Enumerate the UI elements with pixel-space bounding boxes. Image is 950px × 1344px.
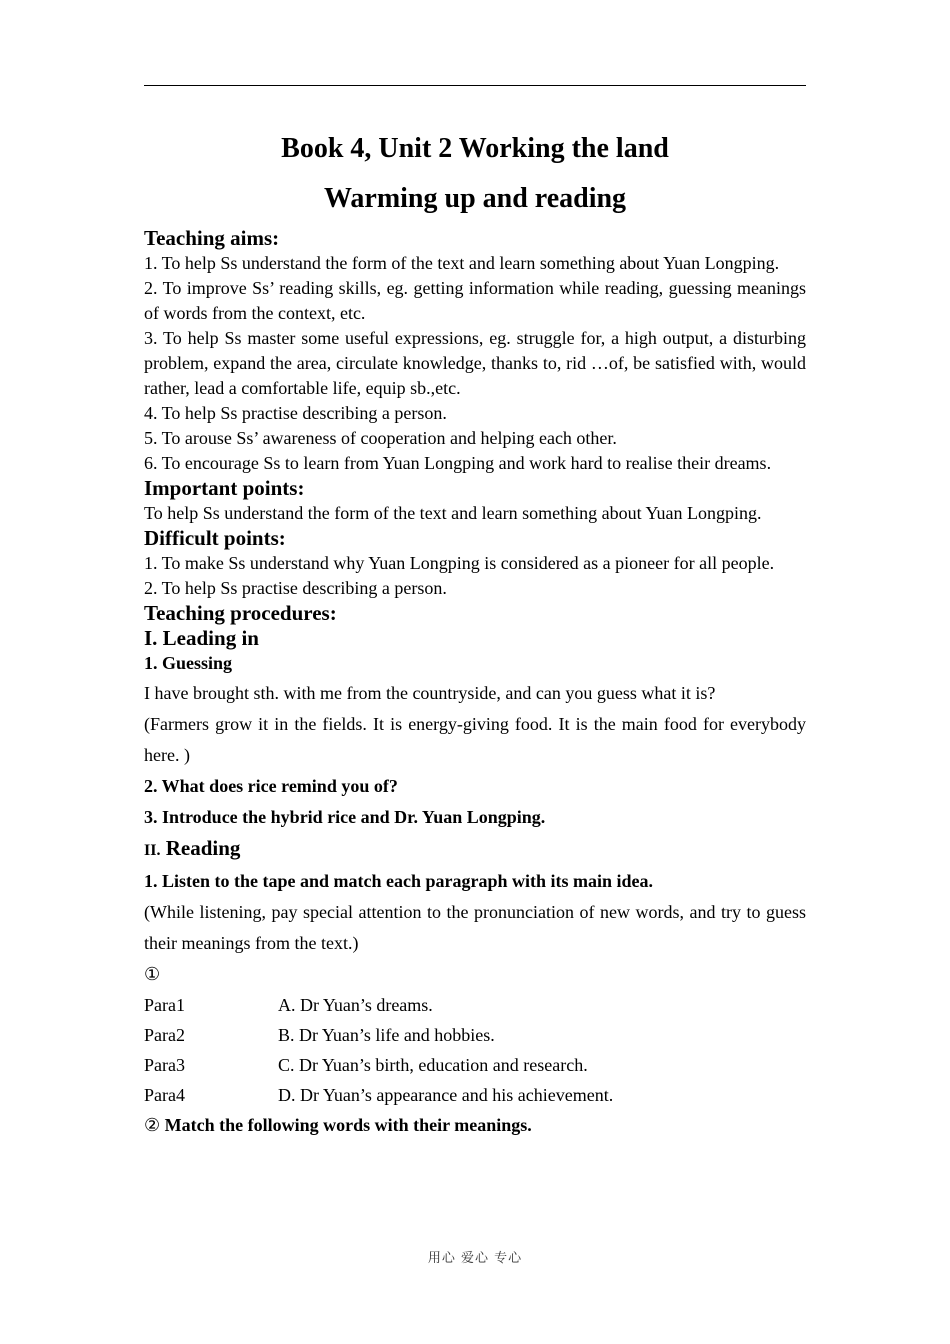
leading-in-item-2: 2. What does rice remind you of?	[144, 776, 398, 796]
match-row	[144, 990, 806, 1020]
important-points-heading: Important points:	[144, 476, 305, 500]
aim-item: 5. To arouse Ss’ awareness of cooperation and helping each other.	[144, 428, 617, 448]
reading-item-1: 1. Listen to the tape and match each paragraph with its main idea.	[144, 871, 654, 891]
difficult-item: 2. To help Ss practise describing a person.	[144, 578, 447, 598]
page-footer: 用心 爱心 专心	[427, 1251, 523, 1266]
leading-in-item-3: 3. Introduce the hybrid rice and Dr. Yuan Longping.	[144, 807, 546, 827]
reading-heading	[144, 833, 806, 866]
match-row	[144, 1020, 806, 1050]
page-title: Book 4, Unit 2 Working the land	[281, 133, 669, 164]
document-body	[144, 126, 806, 1141]
important-points-text: To help Ss understand the form of the text and learn something about Yuan Longping.	[144, 503, 762, 523]
match-para: Para2	[144, 1025, 185, 1045]
match-para: Para1	[144, 995, 185, 1015]
aim-item: 3. To help Ss master some useful expressions, eg. struggle for, a high output, a disturbing problem, expand the area, circulate knowledge, thanks to, rid …of, be satisfied with, would rather, lead a comfortable life, equip sb.,etc.	[144, 328, 806, 398]
aim-item: 4. To help Ss practise describing a person.	[144, 403, 447, 423]
circled-marker-1: ①	[144, 964, 161, 984]
page-subtitle: Warming up and reading	[323, 183, 627, 214]
circled-marker-2: ②	[144, 1115, 161, 1135]
aim-item: 1. To help Ss understand the form of the text and learn something about Yuan Longping.	[144, 253, 780, 273]
aim-item: 2. To improve Ss’ reading skills, eg. getting information while reading, guessing meanings of words from the context, etc.	[144, 278, 806, 323]
match-row	[144, 1050, 806, 1080]
reading-numeral: II.	[144, 842, 161, 859]
match-idea: B. Dr Yuan’s life and hobbies.	[278, 1025, 495, 1045]
match-idea: D. Dr Yuan’s appearance and his achievement.	[278, 1085, 614, 1105]
match-para: Para3	[144, 1055, 185, 1075]
reading-note: (While listening, pay special attention to the pronunciation of new words, and try to guess their meanings from the text.)	[144, 902, 806, 953]
reading-heading-text: Reading	[165, 836, 241, 860]
guessing-heading: 1. Guessing	[144, 653, 233, 673]
match-idea: C. Dr Yuan’s birth, education and research.	[278, 1055, 588, 1075]
procedures-heading: Teaching procedures:	[144, 601, 337, 625]
teaching-aims-heading: Teaching aims:	[144, 226, 280, 250]
leading-in-heading: I. Leading in	[144, 626, 259, 650]
match-words-line	[144, 1110, 806, 1141]
difficult-points-heading: Difficult points:	[144, 526, 286, 550]
match-row	[144, 1080, 806, 1110]
aim-item: 6. To encourage Ss to learn from Yuan Longping and work hard to realise their dreams.	[144, 453, 772, 473]
match-idea: A. Dr Yuan’s dreams.	[278, 995, 433, 1015]
difficult-item: 1. To make Ss understand why Yuan Longping is considered as a pioneer for all people.	[144, 553, 775, 573]
guessing-question: I have brought sth. with me from the countryside, and can you guess what it is?	[144, 683, 716, 703]
match-words-instruction: Match the following words with their meanings.	[164, 1115, 532, 1135]
match-para: Para4	[144, 1085, 185, 1105]
header-rule	[144, 85, 806, 86]
guessing-hint: (Farmers grow it in the fields. It is energy-giving food. It is the main food for everybody here. )	[144, 714, 806, 765]
